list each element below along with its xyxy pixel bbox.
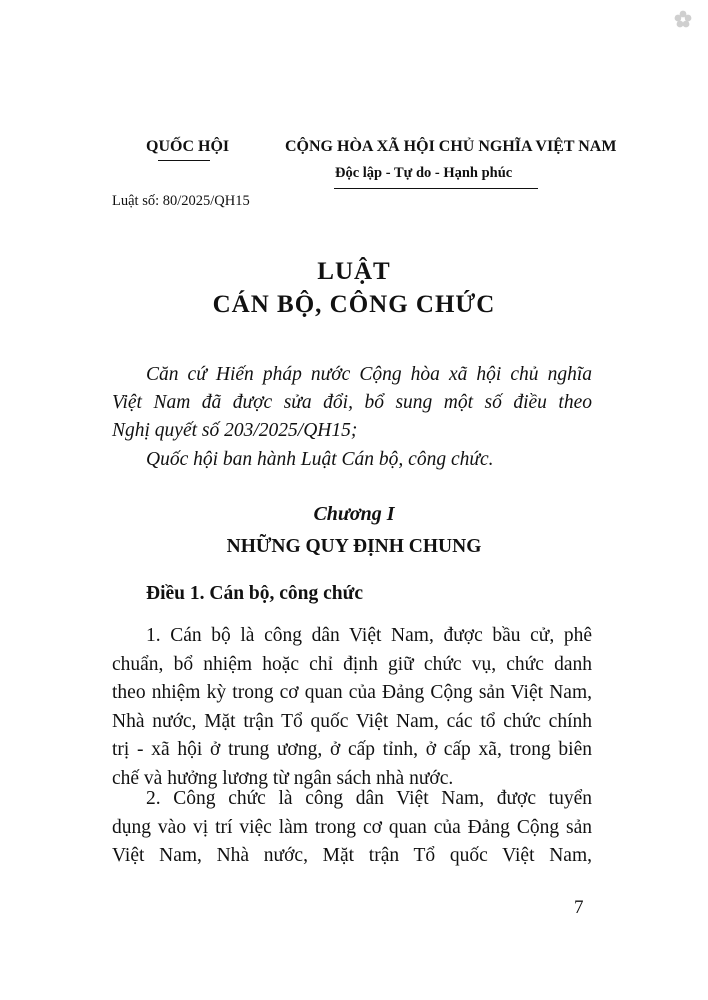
motto-underline <box>334 188 538 189</box>
clause-line: chế và hưởng lương từ ngân sách nhà nước. <box>112 767 454 789</box>
clause-line: Việt Nam, Nhà nước, Mặt trận Tổ quốc Việt Nam, <box>112 845 592 866</box>
preamble-line: Căn cứ Hiến pháp nước Cộng hòa xã hội chủ nghĩa <box>146 364 592 385</box>
clause-line: 2. Công chức là công dân Việt Nam, được tuyển <box>146 788 592 809</box>
issuer-underline <box>158 160 210 161</box>
chapter-title: NHỮNG QUY ĐỊNH CHUNG <box>226 536 482 557</box>
document-type-title: LUẬT <box>317 258 391 285</box>
preamble-basis <box>112 361 592 445</box>
preamble-line: Việt Nam đã được sửa đổi, bổ sung một số điều theo <box>112 392 592 413</box>
preamble-enactment <box>146 446 592 474</box>
clause-line: chuẩn, bổ nhiệm hoặc chỉ định giữ chức vụ, chức danh <box>112 653 592 675</box>
page-number: 7 <box>574 897 584 918</box>
article-heading: Điều 1. Cán bộ, công chức <box>146 583 364 604</box>
clause-line: trị - xã hội ở trung ương, ở cấp tỉnh, ở cấp xã, trong biên <box>112 739 592 760</box>
issuer-name: QUỐC HỘI <box>146 138 230 155</box>
clause-line: dụng vào vị trí việc làm trong cơ quan của Đảng Cộng sản <box>112 816 592 838</box>
clause-line: theo nhiệm kỳ trong cơ quan của Đảng Cộng sản Việt Nam, <box>112 682 592 703</box>
clause-2 <box>112 785 592 871</box>
preamble-line: Nghị quyết số 203/2025/QH15; <box>112 420 358 441</box>
preamble-line: Quốc hội ban hành Luật Cán bộ, công chức. <box>146 449 494 470</box>
law-number: Luật số: 80/2025/QH15 <box>112 193 250 209</box>
chapter-label: Chương I <box>313 503 395 525</box>
clause-line: Nhà nước, Mặt trận Tổ quốc Việt Nam, các tổ chức chính <box>112 710 592 732</box>
flower-watermark-icon <box>672 8 694 30</box>
clause-line: 1. Cán bộ là công dân Việt Nam, được bầu cử, phê <box>146 625 592 646</box>
national-motto: Độc lập - Tự do - Hạnh phúc <box>335 165 513 181</box>
country-name: CỘNG HÒA XÃ HỘI CHỦ NGHĨA VIỆT NAM <box>285 138 617 155</box>
document-subject-title: CÁN BỘ, CÔNG CHỨC <box>212 291 496 318</box>
clause-1 <box>112 622 592 793</box>
